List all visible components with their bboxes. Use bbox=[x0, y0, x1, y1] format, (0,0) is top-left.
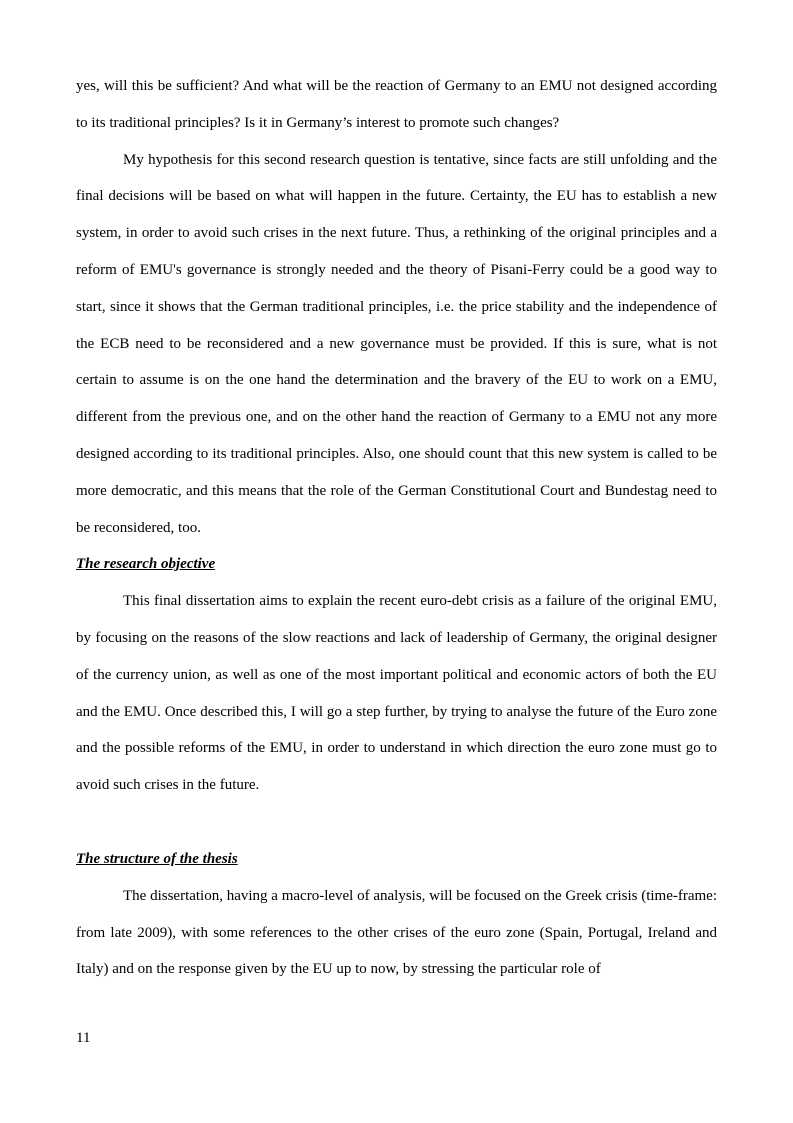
page-number: 11 bbox=[76, 1030, 91, 1046]
paragraph-thesis-structure: The dissertation, having a macro-level of analysis, will be focused on the Greek crisis (time-frame: from late 2009), with some references to the other crises of the euro zone (Spain, Portugal, Ireland and Italy) and on the response given by the EU up to now, by stressing the particular role of bbox=[76, 887, 717, 978]
paragraph-research-objective: This final dissertation aims to explain the recent euro-debt crisis as a failure of the original EMU, by focusing on the reasons of the slow reactions and lack of leadership of Germany, the original designer of the currency union, as well as one of the most important political and economic actors of both the EU and the EMU. Once described this, I will go a step further, by trying to analyse the future of the Euro zone and the possible reforms of the EMU, in order to understand in which direction the euro zone must go to avoid such crises in the future. bbox=[76, 593, 717, 794]
heading-research-objective: The research objective bbox=[76, 556, 216, 573]
paragraph-continued: yes, will this be sufficient? And what will be the reaction of Germany to an EMU not designed according to its traditional principles? Is it in Germany’s interest to promote such changes? bbox=[76, 78, 717, 131]
paragraph-hypothesis: My hypothesis for this second research question is tentative, since facts are still unfolding and the final decisions will be based on what will happen in the future. Certainty, the EU has to establish a new system, in order to avoid such crises in the next future. Thus, a rethinking of the original principles and a reform of EMU's governance is strongly needed and the theory of Pisani-Ferry could be a good way to start, since it shows that the German traditional principles, i.e. the price stability and the independence of the ECB need to be reconsidered and a new governance must be provided. If this is sure, what is not certain to assume is on the one hand the determination and the bravery of the EU to work on a EMU, different from the previous one, and on the other hand the reaction of Germany to a EMU not any more designed according to its traditional principles. Also, one should count that this new system is called to be more democratic, and this means that the role of the German Constitutional Court and Bundestag need to be reconsidered, too. bbox=[76, 151, 717, 536]
page-body bbox=[76, 68, 717, 988]
section-spacer bbox=[76, 804, 717, 841]
heading-thesis-structure: The structure of the thesis bbox=[76, 850, 238, 867]
